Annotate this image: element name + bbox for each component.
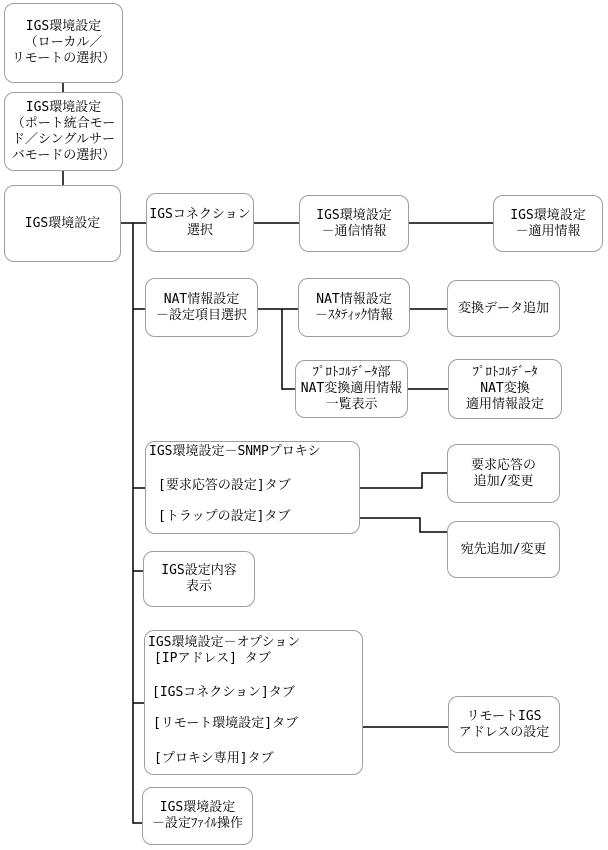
node-text-line: NAT情報設定 (316, 291, 392, 307)
node-request-response-add-change (447, 444, 560, 503)
node-text-line: 適用情報設定 (465, 397, 544, 412)
node-text-line: 一覧表示 (325, 397, 378, 412)
node-text-line: IGS環境設定－SNMPプロキシ (149, 444, 321, 459)
node-text-line: リモートの選択） (11, 51, 116, 66)
node-text-line: （ローカル／ (24, 35, 103, 50)
node-igs-env-setting-local-remote-select (4, 3, 123, 83)
node-text-line: [要求応答の設定]タブ (158, 478, 291, 493)
node-text-line: リモートIGS (466, 708, 542, 724)
node-igs-env-setting (4, 185, 121, 262)
node-text-line: 表示 (185, 579, 212, 594)
node-text-line: バモードの選択） (11, 147, 116, 163)
node-text-line: ﾌﾟﾛﾄｺﾙﾃﾞｰﾀ部 (312, 365, 391, 380)
node-text-line: NAT変換適用情報 (300, 381, 403, 396)
node-text-line: IGS環境設定 (159, 800, 236, 815)
node-text-line: IGS設定内容 (161, 563, 237, 578)
node-igs-setting-content-display (143, 551, 255, 607)
node-text-line: IGSコネクション (149, 206, 251, 222)
node-igs-connection-select (146, 193, 254, 252)
node-igs-env-setting-comm-info (299, 195, 409, 252)
node-text-line: 変換データ追加 (457, 300, 549, 316)
node-remote-igs-address-setting (448, 696, 560, 753)
node-text-line: 要求応答の (470, 457, 536, 473)
node-text-line: IGS環境設定 (25, 19, 102, 34)
node-text-line: IGS環境設定 (25, 99, 102, 115)
node-text-line: ﾌﾟﾛﾄｺﾙﾃﾞｰﾀ (472, 365, 538, 380)
connector-snmp-to-destination (360, 518, 447, 532)
connector-trunk (133, 223, 142, 823)
node-text-line: －ｽﾀﾃｨｯｸ情報 (314, 307, 393, 323)
node-text-line: [トラップの設定]タブ (158, 509, 291, 524)
node-igs-env-setting-mode-select (4, 92, 123, 171)
node-conversion-data-add (447, 280, 560, 337)
node-nat-info-setting-static-info (298, 278, 410, 337)
node-protocol-data-nat-apply-setting (448, 359, 562, 419)
node-text-line: IGS環境設定 (316, 207, 392, 223)
node-protocol-data-nat-apply-list (295, 360, 408, 418)
node-text-line: IGS環境設定 (24, 215, 101, 231)
node-text-line: [プロキシ専用]タブ (154, 751, 274, 766)
node-text-line: IGS環境設定 (510, 207, 586, 223)
node-text-line: （ポート統合モー (11, 115, 116, 131)
node-igs-env-setting-config-file-operation (142, 787, 253, 845)
connector-snmp-to-request (360, 473, 447, 488)
node-igs-env-setting-snmp-proxy (145, 441, 360, 534)
node-text-line: 宛先追加/変更 (460, 541, 547, 557)
node-text-line: －設定ﾌｧｲﾙ操作 (151, 816, 243, 831)
node-text-line: ド／シングルサー (11, 131, 116, 147)
node-text-line: アドレスの設定 (458, 724, 550, 740)
node-text-line: －設定項目選択 (155, 307, 247, 323)
node-text-line: －適用情報 (515, 223, 581, 239)
node-igs-env-setting-option (144, 630, 363, 775)
node-text-line: IGS環境設定－オプション (148, 635, 301, 650)
node-text-line: 選択 (186, 222, 213, 238)
node-igs-env-setting-apply-info (493, 195, 603, 252)
node-nat-info-setting-item-select (145, 278, 258, 337)
connector-nat-branch-to-protocol-list (282, 309, 295, 389)
node-text-line: NAT情報設定 (163, 291, 240, 307)
node-text-line: NAT変換 (480, 381, 530, 396)
node-text-line: 追加/変更 (473, 473, 534, 489)
node-text-line: －通信情報 (321, 223, 387, 239)
node-text-line: [リモート環境設定]タブ (153, 716, 299, 731)
node-destination-add-change (447, 521, 560, 578)
node-text-line: [IPアドレス] タブ (154, 651, 271, 666)
node-text-line: [IGSコネクション]タブ (152, 685, 295, 700)
